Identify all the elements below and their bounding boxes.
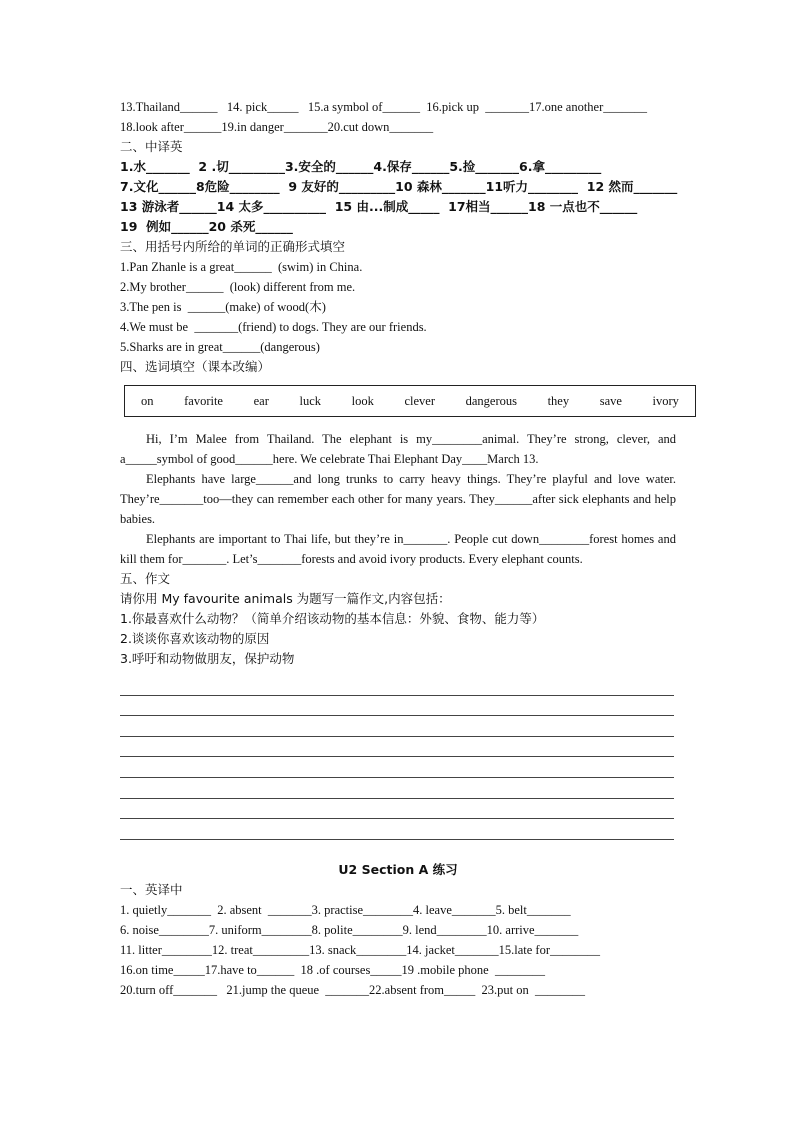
- fill-item: 4.We must be _______(friend) to dogs. They are our friends.: [120, 320, 427, 334]
- vocab-line: 18.look after______19.in danger_______20.cut down_______: [120, 120, 434, 134]
- writing-line: [120, 737, 674, 758]
- section-heading: 三、用括号内所给的单词的正确形式填空: [120, 239, 346, 254]
- word-bank: [124, 385, 696, 417]
- word-bank-item: on: [141, 393, 154, 408]
- passage-paragraph: [120, 469, 676, 529]
- section-5: [120, 569, 676, 840]
- paragraph-text: Hi, I’m Malee from Thailand. The elephant is my________animal. They’re strong, clever, and a_____symbol of good______here. We celebrate Thai Elephant Day____March 13.: [120, 432, 676, 466]
- section-heading: 一、英译中: [120, 881, 183, 897]
- paragraph-text: Elephants are important to Thai life, but they’re in_______. People cut down________forest homes and kill them for_______. Let’s_______forests and avoid ivory products. Every elephant counts.: [120, 532, 676, 566]
- word-bank-item: they: [547, 393, 570, 408]
- writing-area[interactable]: [120, 675, 676, 840]
- unit-title: U2 Section A 练习: [338, 861, 458, 877]
- writing-prompt: 3.呼吁和动物做朋友，保护动物: [120, 651, 295, 666]
- vocab-line: 16.on time_____17.have to______ 18 .of courses_____19 .mobile phone ________: [120, 962, 545, 977]
- word-bank-item: ear: [253, 393, 269, 408]
- passage-paragraph: [120, 529, 676, 569]
- top-vocab: [120, 97, 676, 137]
- translation-line: 7.文化______8危险________ 9 友好的_________10 森林_______11听力________ 12 然而_______: [120, 179, 678, 194]
- translation-line: 1.水_______ 2 .切_________3.安全的______4.保存______5.捡_______6.拿_________: [120, 159, 602, 174]
- fill-item: 1.Pan Zhanle is a great______ (swim) in China.: [120, 260, 363, 274]
- writing-line: [120, 778, 674, 799]
- vocab-line: 11. litter________12. treat_________13. snack________14. jacket_______15.late for________: [120, 942, 601, 957]
- passage-paragraph: [120, 429, 676, 469]
- writing-line: [120, 819, 674, 840]
- vocab-line: 13.Thailand______ 14. pick_____ 15.a symbol of______ 16.pick up _______17.one another_______: [120, 100, 648, 114]
- writing-line: [120, 716, 674, 737]
- translation-line: 19 例如______20 杀死______: [120, 219, 293, 234]
- word-bank-item: luck: [299, 393, 321, 408]
- translation-line: 13 游泳者______14 太多__________ 15 由...制成_____ 17相当______18 一点也不______: [120, 199, 638, 214]
- word-bank-item: favorite: [184, 393, 223, 408]
- section-heading: 五、作文: [120, 571, 171, 586]
- vocab-line: 20.turn off_______ 21.jump the queue _______22.absent from_____ 23.put on ________: [120, 982, 586, 997]
- writing-line: [120, 757, 674, 778]
- section-heading: 四、选词填空（课本改编）: [120, 359, 271, 374]
- writing-prompt: 1.你最喜欢什么动物？（简单介绍该动物的基本信息：外貌、食物、能力等）: [120, 611, 545, 626]
- word-bank-item: look: [351, 393, 374, 408]
- fill-item: 5.Sharks are in great______(dangerous): [120, 340, 320, 354]
- writing-line: [120, 675, 674, 696]
- writing-prompt: 2.谈谈你喜欢该动物的原因: [120, 631, 270, 646]
- section-2: [120, 137, 676, 237]
- section-3: [120, 237, 676, 357]
- unit-2-section: [120, 860, 676, 1000]
- section-4: [120, 357, 679, 569]
- word-bank-item: dangerous: [465, 393, 517, 408]
- word-bank-item: save: [599, 393, 622, 408]
- fill-item: 2.My brother______ (look) different from me.: [120, 280, 356, 294]
- writing-prompt: 请你用 My favourite animals 为题写一篇作文,内容包括：: [120, 591, 451, 606]
- vocab-line: 1. quietly_______ 2. absent _______3. practise________4. leave_______5. belt_______: [120, 902, 571, 917]
- worksheet: [120, 97, 679, 1000]
- word-bank-item: ivory: [652, 393, 679, 408]
- writing-line: [120, 799, 674, 820]
- paragraph-text: Elephants have large______and long trunks to carry heavy things. They’re playful and love water. They’re_______too—they can remember each other for many years. They______after sick elephants and help babies.: [120, 472, 676, 526]
- writing-line: [120, 696, 674, 717]
- vocab-line: 6. noise________7. uniform________8. polite________9. lend________10. arrive_______: [120, 922, 579, 937]
- section-heading: 二、中译英: [120, 139, 183, 154]
- word-bank-item: clever: [404, 393, 435, 408]
- fill-item: 3.The pen is ______(make) of wood(木): [120, 300, 326, 314]
